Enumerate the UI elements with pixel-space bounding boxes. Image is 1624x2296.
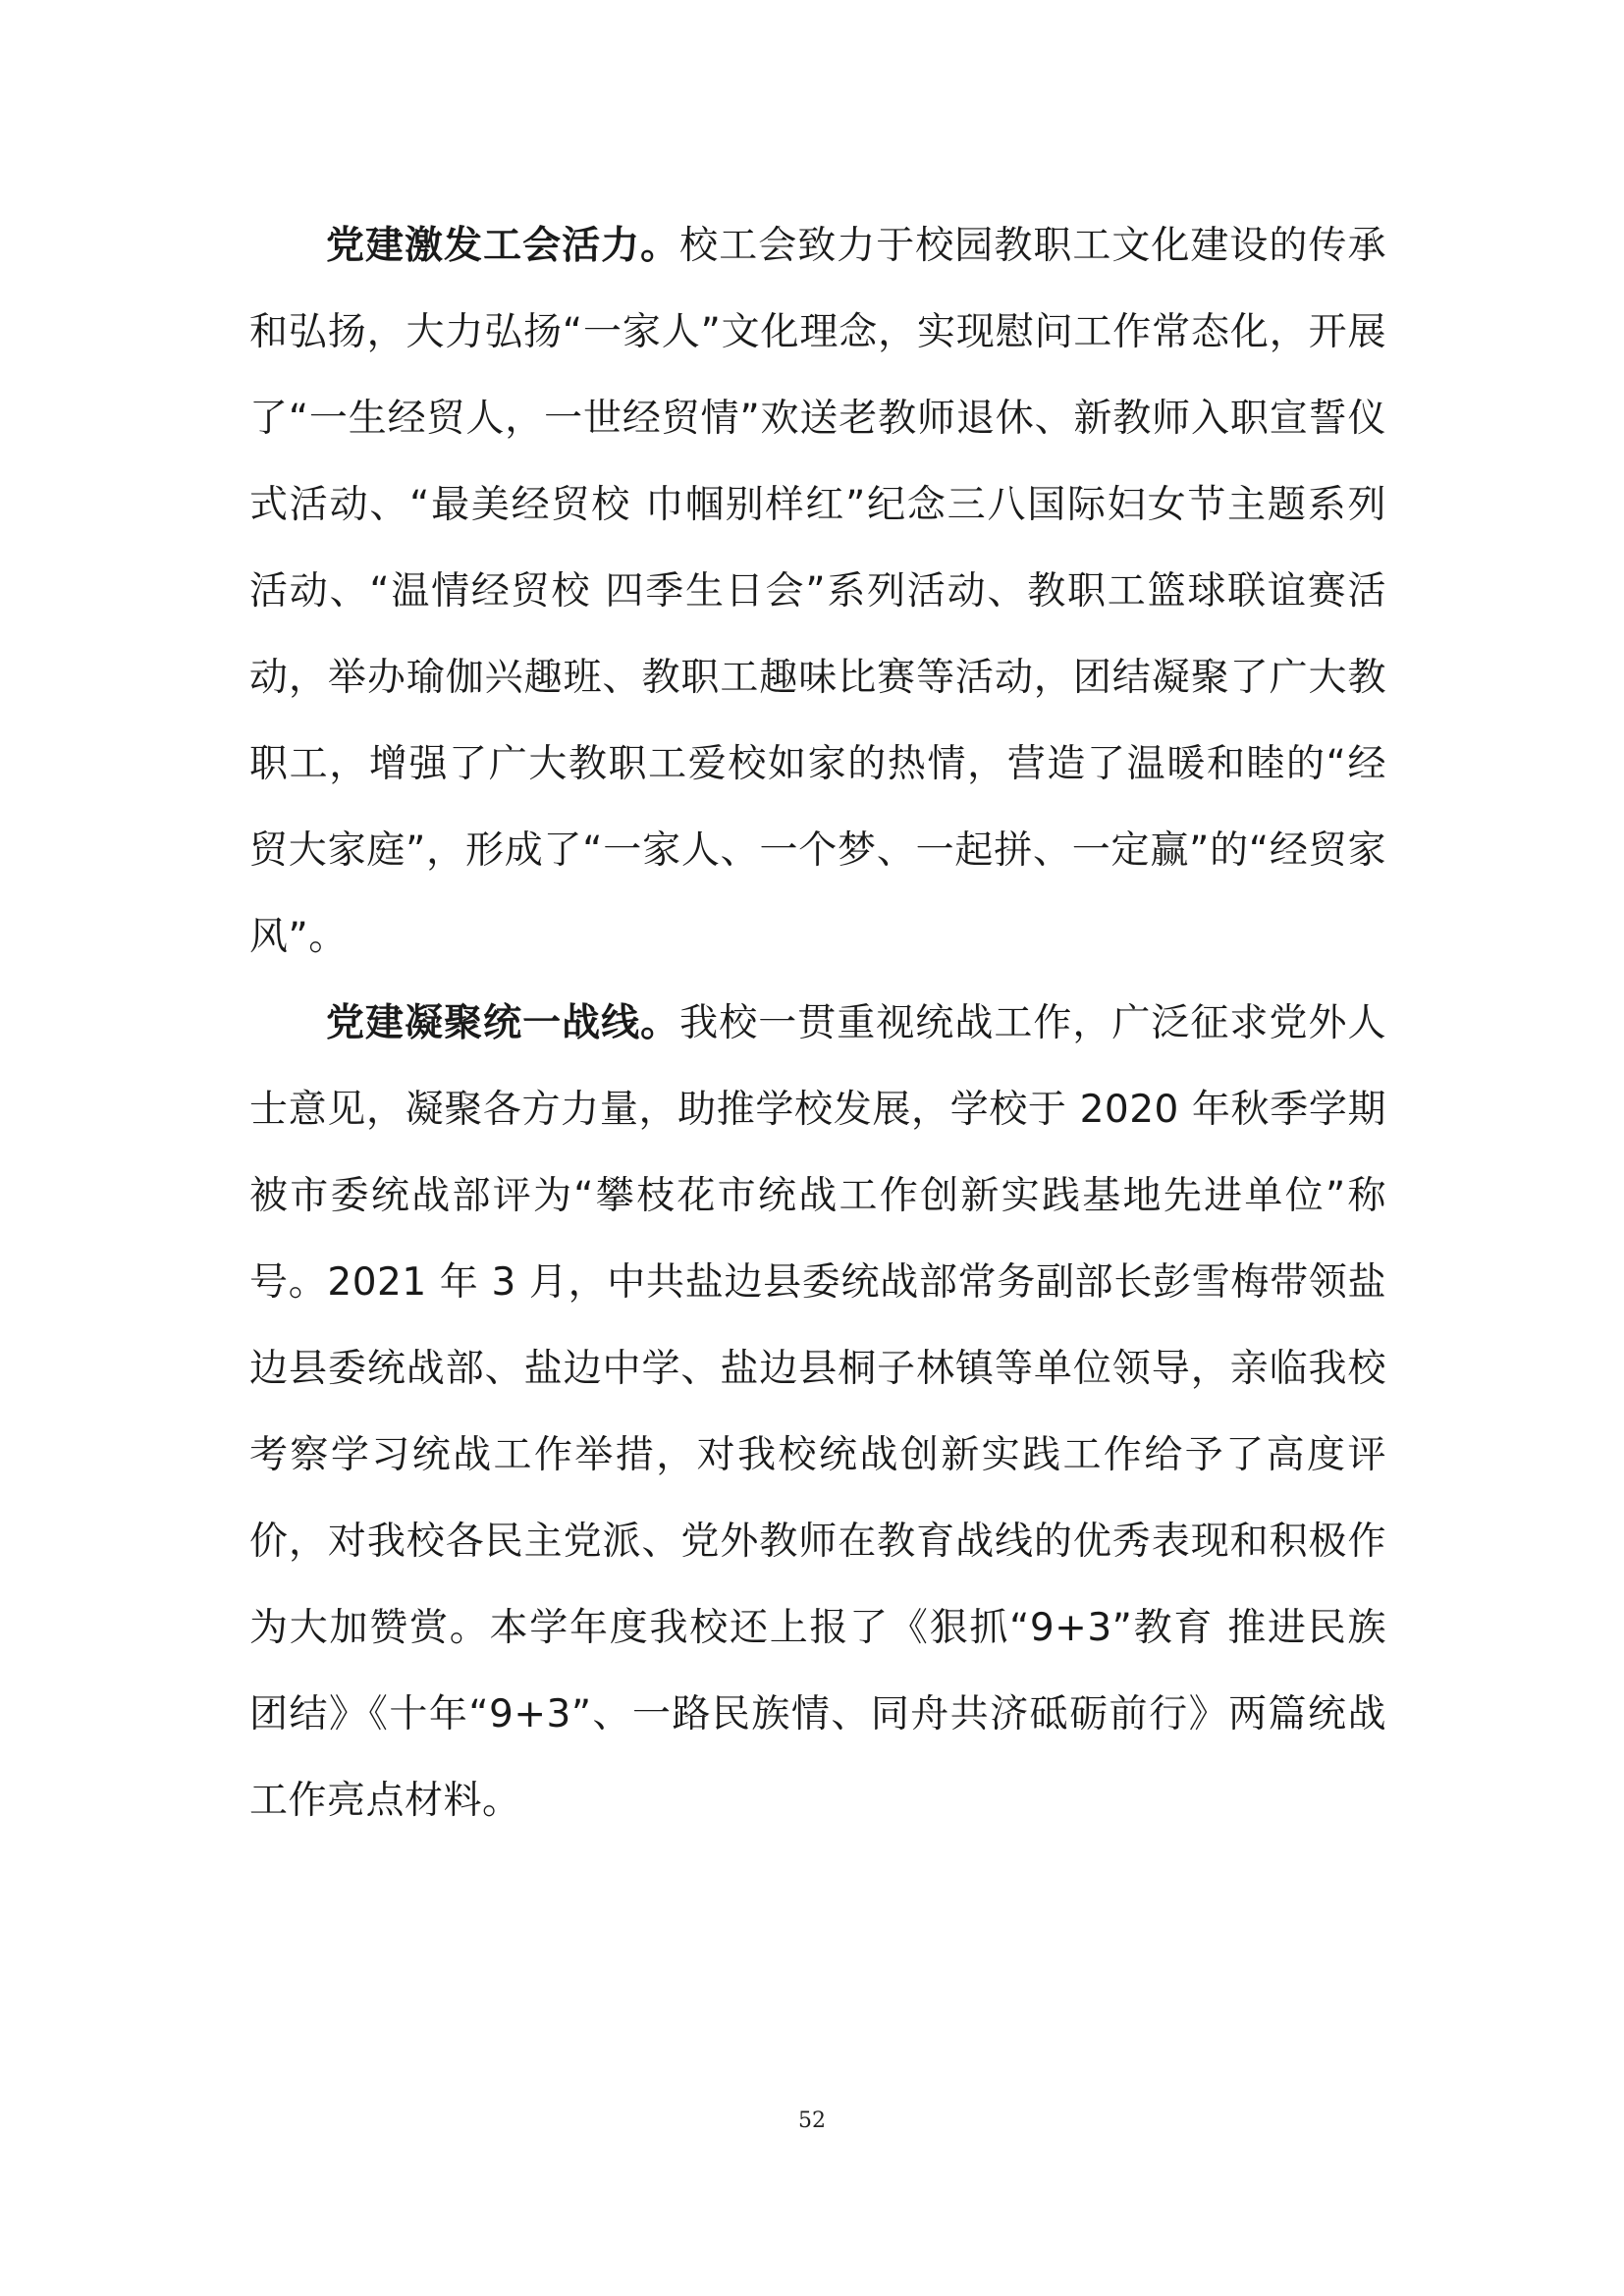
paragraph-heading: 党建凝聚统一战线。 [326, 1001, 680, 1045]
paragraph-heading: 党建激发工会活力。 [326, 224, 680, 268]
document-body [249, 203, 1386, 1844]
paragraph-text: 校工会致力于校园教职工文化建设的传承和弘扬，大力弘扬“一家人”文化理念，实现慰问工作常态化，开展了“一生经贸人，一世经贸情”欢送老教师退休、新教师入职宣誓仪式活动、“最美经贸校 巾帼别样红”纪念三八国际妇女节主题系列活动、“温情经贸校 四季生日会”系列活动、教职工篮球联谊赛活动，举办瑜伽兴趣班、教职工趣味比赛等活动，团结凝聚了广大教职工，增强了广大教职工爱校如家的热情，营造了温暖和睦的“经贸大家庭”，形成了“一家人、一个梦、一起拼、一定赢”的“经贸家风”。 [249, 224, 1386, 959]
page-number: 52 [798, 2109, 826, 2133]
paragraph-united-front [249, 981, 1386, 1844]
paragraph-text: 我校一贯重视统战工作，广泛征求党外人士意见，凝聚各方力量，助推学校发展，学校于 2020 年秋季学期被市委统战部评为“攀枝花市统战工作创新实践基地先进单位”称号。2021 年 3 月，中共盐边县委统战部常务副部长彭雪梅带领盐边县委统战部、盐边中学、盐边县桐子林镇等单位领导，亲临我校考察学习统战工作举措，对我校统战创新实践工作给予了高度评价，对我校各民主党派、党外教师在教育战线的优秀表现和积极作为大加赞赏。本学年度我校还上报了《狠抓“9+3”教育 推进民族团结》《十年“9+3”、一路民族情、同舟共济砥砺前行》两篇统战工作亮点材料。 [249, 1001, 1386, 1823]
paragraph-union-vitality [249, 203, 1386, 981]
